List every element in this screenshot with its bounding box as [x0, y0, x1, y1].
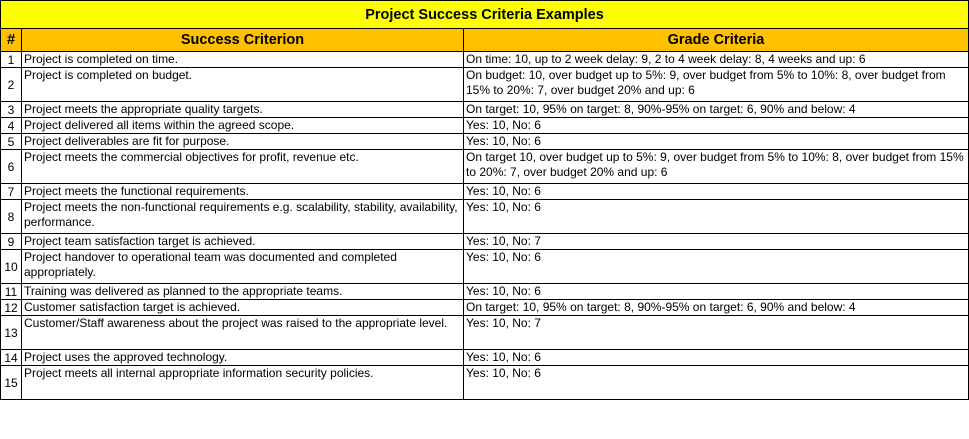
- row-number-cell[interactable]: 5: [1, 134, 22, 150]
- table-row: [1, 68, 969, 102]
- grade-cell[interactable]: Yes: 10, No: 6: [464, 250, 969, 284]
- row-number-cell[interactable]: 1: [1, 52, 22, 68]
- criterion-cell[interactable]: Customer satisfaction target is achieved.: [22, 300, 464, 316]
- table-row: [1, 134, 969, 150]
- criterion-cell[interactable]: Project handover to operational team was documented and completed appropriately.: [22, 250, 464, 284]
- table-row: [1, 52, 969, 68]
- criterion-cell[interactable]: Project deliverables are fit for purpose.: [22, 134, 464, 150]
- criterion-cell[interactable]: Project delivered all items within the agreed scope.: [22, 118, 464, 134]
- table-row: [1, 184, 969, 200]
- table-row: [1, 366, 969, 400]
- row-number-cell[interactable]: 4: [1, 118, 22, 134]
- criterion-cell[interactable]: Project uses the approved technology.: [22, 350, 464, 366]
- criterion-cell[interactable]: Project meets the non-functional requirements e.g. scalability, stability, availability, performance.: [22, 200, 464, 234]
- table-row: [1, 300, 969, 316]
- title-row: [1, 1, 969, 29]
- header-row: [1, 29, 969, 52]
- grade-cell[interactable]: Yes: 10, No: 7: [464, 234, 969, 250]
- grade-cell[interactable]: On time: 10, up to 2 week delay: 9, 2 to 4 week delay: 8, 4 weeks and up: 6: [464, 52, 969, 68]
- row-number-cell[interactable]: 11: [1, 284, 22, 300]
- grade-cell[interactable]: Yes: 10, No: 6: [464, 366, 969, 400]
- table-row: [1, 284, 969, 300]
- grade-cell[interactable]: Yes: 10, No: 6: [464, 118, 969, 134]
- grade-cell[interactable]: Yes: 10, No: 6: [464, 184, 969, 200]
- row-number-cell[interactable]: 3: [1, 102, 22, 118]
- grade-cell[interactable]: Yes: 10, No: 6: [464, 350, 969, 366]
- table-row: [1, 200, 969, 234]
- grade-cell[interactable]: On budget: 10, over budget up to 5%: 9, over budget from 5% to 10%: 8, over budget from 15% to 20%: 7, over budget 20% and up: 6: [464, 68, 969, 102]
- criterion-cell[interactable]: Customer/Staff awareness about the project was raised to the appropriate level.: [22, 316, 464, 350]
- header-success-criterion[interactable]: Success Criterion: [22, 29, 464, 52]
- criterion-cell[interactable]: Project is completed on budget.: [22, 68, 464, 102]
- table-title[interactable]: Project Success Criteria Examples: [1, 1, 969, 29]
- row-number-cell[interactable]: 14: [1, 350, 22, 366]
- table-row: [1, 102, 969, 118]
- row-number-cell[interactable]: 15: [1, 366, 22, 400]
- row-number-cell[interactable]: 6: [1, 150, 22, 184]
- criterion-cell[interactable]: Project meets the functional requirements.: [22, 184, 464, 200]
- table-row: [1, 150, 969, 184]
- header-grade-criteria[interactable]: Grade Criteria: [464, 29, 969, 52]
- criterion-cell[interactable]: Project meets all internal appropriate information security policies.: [22, 366, 464, 400]
- criterion-cell[interactable]: Project team satisfaction target is achieved.: [22, 234, 464, 250]
- table-row: [1, 250, 969, 284]
- grade-cell[interactable]: On target 10, over budget up to 5%: 9, over budget from 5% to 10%: 8, over budget from 15% to 20%: 7, over budget 20% and up: 6: [464, 150, 969, 184]
- row-number-cell[interactable]: 9: [1, 234, 22, 250]
- grade-cell[interactable]: On target: 10, 95% on target: 8, 90%-95% on target: 6, 90% and below: 4: [464, 102, 969, 118]
- row-number-cell[interactable]: 10: [1, 250, 22, 284]
- table-row: [1, 234, 969, 250]
- row-number-cell[interactable]: 7: [1, 184, 22, 200]
- criterion-cell[interactable]: Project meets the appropriate quality targets.: [22, 102, 464, 118]
- grade-cell[interactable]: Yes: 10, No: 6: [464, 134, 969, 150]
- grade-cell[interactable]: Yes: 10, No: 6: [464, 284, 969, 300]
- table-row: [1, 316, 969, 350]
- grade-cell[interactable]: Yes: 10, No: 6: [464, 200, 969, 234]
- table-row: [1, 350, 969, 366]
- grade-cell[interactable]: Yes: 10, No: 7: [464, 316, 969, 350]
- row-number-cell[interactable]: 8: [1, 200, 22, 234]
- row-number-cell[interactable]: 13: [1, 316, 22, 350]
- row-number-cell[interactable]: 2: [1, 68, 22, 102]
- header-number[interactable]: #: [1, 29, 22, 52]
- row-number-cell[interactable]: 12: [1, 300, 22, 316]
- table-row: [1, 118, 969, 134]
- criterion-cell[interactable]: Training was delivered as planned to the appropriate teams.: [22, 284, 464, 300]
- grade-cell[interactable]: On target: 10, 95% on target: 8, 90%-95% on target: 6, 90% and below: 4: [464, 300, 969, 316]
- criterion-cell[interactable]: Project meets the commercial objectives for profit, revenue etc.: [22, 150, 464, 184]
- criterion-cell[interactable]: Project is completed on time.: [22, 52, 464, 68]
